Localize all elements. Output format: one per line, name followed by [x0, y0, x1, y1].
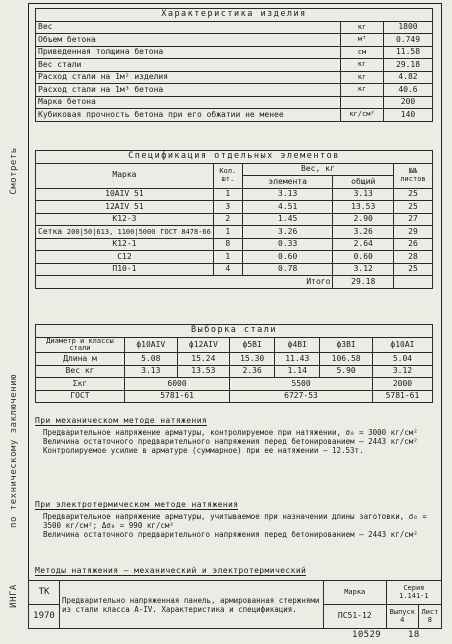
steel-value: 15.30	[230, 353, 275, 366]
characteristic-value: 4.82	[384, 71, 433, 84]
steel-value: 3.12	[372, 365, 432, 378]
spec-marka-gost: ГОСТ 8478-66	[160, 227, 211, 236]
characteristic-value: 0.749	[384, 34, 433, 47]
steel-value: 5.90	[320, 365, 373, 378]
spec-row	[36, 188, 433, 201]
mechanical-method-title: При механическом методе натяжения	[35, 416, 208, 425]
left-margin-strip	[1, 6, 27, 626]
spec-marka-name: Сетка	[38, 226, 63, 236]
title-block-sheet: Лист 8	[418, 605, 441, 629]
characteristics-table	[35, 8, 433, 122]
characteristics-row	[36, 34, 433, 47]
steel-diameter: ф4ВI	[275, 337, 320, 353]
characteristic-name: Расход стали на 1м² изделия	[36, 71, 341, 84]
spec-count: 4	[213, 263, 242, 276]
characteristic-unit: м³	[341, 34, 384, 47]
specification-title: Спецификация отдельных элементов	[36, 151, 433, 164]
steel-row-label: Вес кг	[36, 365, 125, 378]
characteristics-row	[36, 59, 433, 72]
spec-element-weight: 1.45	[242, 213, 333, 226]
steel-gost-value: 6727-53	[230, 390, 373, 403]
steel-diameter: ф10АIV	[125, 337, 178, 353]
title-block	[28, 580, 442, 629]
spec-element-weight: 0.60	[242, 251, 333, 264]
steel-value: 3.13	[125, 365, 178, 378]
spec-count: 1	[213, 251, 242, 264]
steel-value: 1.14	[275, 365, 320, 378]
spec-element-weight: 0.78	[242, 263, 333, 276]
spec-count: 2	[213, 213, 242, 226]
characteristic-name: Вес	[36, 21, 341, 34]
steel-header-label: Диаметр и классы стали	[36, 337, 125, 353]
steel-value: 15.24	[177, 353, 230, 366]
spec-header-total: общий	[333, 176, 394, 189]
steel-value: 2.36	[230, 365, 275, 378]
title-block-series: Серия 1.141-1	[386, 581, 441, 605]
steel-diameter: ф10АI	[372, 337, 432, 353]
characteristics-title: Характеристика изделия	[36, 9, 433, 22]
spec-header-sheets: №№ листов	[394, 163, 433, 188]
spec-row	[36, 201, 433, 214]
spec-sheet: 25	[394, 201, 433, 214]
characteristic-unit: см	[341, 46, 384, 59]
characteristic-name: Вес стали	[36, 59, 341, 72]
steel-diameter: ф5ВI	[230, 337, 275, 353]
spec-total-weight: 3.13	[333, 188, 394, 201]
title-block-marka-label: Марка	[323, 581, 386, 605]
steel-value: 5.04	[372, 353, 432, 366]
steel-gost-value: 5781-61	[125, 390, 230, 403]
spec-marka	[36, 226, 214, 239]
steel-diameter: ф3ВI	[320, 337, 373, 353]
spec-sheet: 25	[394, 188, 433, 201]
spec-sheet: 28	[394, 251, 433, 264]
characteristic-name: Марка бетона	[36, 96, 341, 109]
margin-note-bottom: ИНГА	[9, 584, 19, 608]
spec-element-weight: 3.13	[242, 188, 333, 201]
title-block-issue: Выпуск 4	[386, 605, 418, 629]
characteristic-value: 29.18	[384, 59, 433, 72]
spec-total-weight: 3.26	[333, 226, 394, 239]
spec-total-weight: 3.12	[333, 263, 394, 276]
steel-sum-value: 5500	[230, 378, 373, 391]
characteristic-name: Расход стали на 1м³ бетона	[36, 84, 341, 97]
mechanical-method-text: Предварительное напряжение арматуры, контролируемое при натяжении, σ₀ = 3000 кг/см² Величина остаточного предварительного напряжения перед бетонированием — 2443 кг/см² Контролируемое усилие в арматуре (суммарное) при ее натяжении — 12.53т.	[43, 428, 418, 455]
characteristic-unit: кг/см²	[341, 109, 384, 122]
spec-row	[36, 238, 433, 251]
spec-total-weight: 0.60	[333, 251, 394, 264]
drawing-sheet	[28, 3, 442, 629]
characteristic-unit: кг	[341, 84, 384, 97]
characteristic-value: 200	[384, 96, 433, 109]
spec-header-weight: Вес, кг	[242, 163, 393, 176]
spec-header-element: элемента	[242, 176, 333, 189]
characteristics-row	[36, 84, 433, 97]
spec-header-marka: Марка	[36, 163, 214, 188]
characteristic-name: Кубиковая прочность бетона при его обжатии не менее	[36, 109, 341, 122]
spec-marka: К12-3	[36, 213, 214, 226]
spec-count: 1	[213, 188, 242, 201]
steel-value: 11.43	[275, 353, 320, 366]
characteristic-value: 140	[384, 109, 433, 122]
characteristic-value: 1800	[384, 21, 433, 34]
steel-sum-label: Σкг	[36, 378, 125, 391]
spec-element-weight: 4.51	[242, 201, 333, 214]
steel-value: 106.58	[320, 353, 373, 366]
electrothermal-method-text: Предварительное напряжение арматуры, учитываемое при назначении длины заготовки, σ₀ = 3500 кг/см²; Δσ₀ = 990 кг/см² Величина остаточного предварительного напряжения перед бетонированием — 2443 кг/см²	[43, 512, 427, 539]
spec-total-weight: 2.64	[333, 238, 394, 251]
spec-total-value: 29.18	[333, 276, 394, 289]
characteristic-unit: кг	[341, 21, 384, 34]
spec-sheet: 27	[394, 213, 433, 226]
footer-page: 18	[408, 630, 420, 640]
spec-sheet: 26	[394, 238, 433, 251]
steel-title: Выборка стали	[36, 325, 433, 338]
spec-count: 3	[213, 201, 242, 214]
spec-marka: К12-1	[36, 238, 214, 251]
specification-table	[35, 150, 433, 289]
spec-count: 8	[213, 238, 242, 251]
spec-element-weight: 0.33	[242, 238, 333, 251]
spec-row	[36, 263, 433, 276]
spec-element-weight: 3.26	[242, 226, 333, 239]
margin-note-top: Смотреть	[9, 147, 19, 195]
characteristic-unit	[341, 96, 384, 109]
spec-marka-sub: 200|50|613, 1100|5000	[66, 227, 156, 236]
characteristic-unit: кг	[341, 59, 384, 72]
title-block-tk: ТК	[29, 581, 60, 605]
title-block-marka-value: ПС51-12	[323, 605, 386, 629]
steel-sum-value: 6000	[125, 378, 230, 391]
margin-note-middle: по техническому заключению	[9, 374, 19, 528]
steel-table	[35, 324, 433, 403]
steel-row-label: Длина м	[36, 353, 125, 366]
steel-value: 13.53	[177, 365, 230, 378]
spec-row	[36, 213, 433, 226]
characteristics-row	[36, 21, 433, 34]
steel-value: 5.08	[125, 353, 178, 366]
title-block-year: 1970	[29, 605, 60, 629]
spec-total-weight: 2.90	[333, 213, 394, 226]
steel-diameter: ф12АIV	[177, 337, 230, 353]
spec-marka: 10AIV 51	[36, 188, 214, 201]
characteristics-row	[36, 109, 433, 122]
characteristic-unit: кг	[341, 71, 384, 84]
spec-count: 1	[213, 226, 242, 239]
steel-row	[36, 353, 433, 366]
footer-code: 10529	[352, 630, 382, 640]
electrothermal-method-title: При электротермическом методе натяжения	[35, 500, 239, 509]
spec-marka: П10-1	[36, 263, 214, 276]
spec-row	[36, 251, 433, 264]
spec-total-label: Итого	[36, 276, 333, 289]
characteristic-name: Объем бетона	[36, 34, 341, 47]
characteristics-row	[36, 46, 433, 59]
steel-sum-value: 2000	[372, 378, 432, 391]
spec-total-weight: 13.53	[333, 201, 394, 214]
title-block-description: Предварительно напряженная панель, армированная стержнями из стали класса А-IV. Характеристика и спецификация.	[60, 581, 324, 629]
steel-row	[36, 365, 433, 378]
steel-gost-label: ГОСТ	[36, 390, 125, 403]
spec-marka: 12AIV 51	[36, 201, 214, 214]
characteristics-row	[36, 71, 433, 84]
spec-header-count: Кол. шт.	[213, 163, 242, 188]
spec-marka: С12	[36, 251, 214, 264]
characteristic-value: 11.58	[384, 46, 433, 59]
characteristic-name: Приведенная толщина бетона	[36, 46, 341, 59]
characteristics-row	[36, 96, 433, 109]
methods-note: Методы натяжения — механический и электротермический	[35, 566, 307, 575]
spec-sheet: 29	[394, 226, 433, 239]
spec-sheet: 25	[394, 263, 433, 276]
steel-gost-value: 5781-61	[372, 390, 432, 403]
characteristic-value: 40.6	[384, 84, 433, 97]
spec-row	[36, 226, 433, 239]
